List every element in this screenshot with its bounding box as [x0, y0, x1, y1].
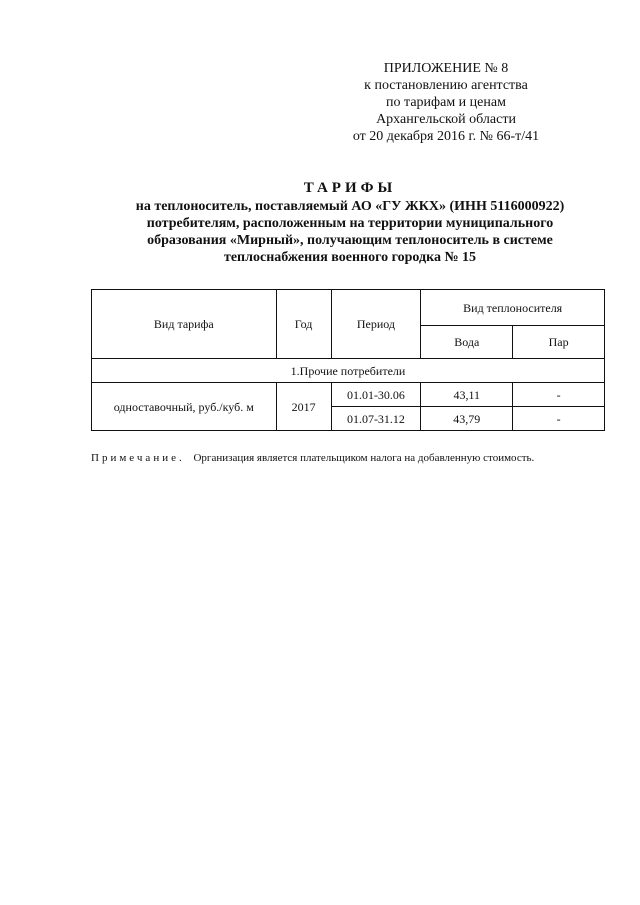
cell-steam-price: - [513, 407, 605, 431]
header-carrier-type: Вид теплоносителя [421, 290, 605, 326]
cell-water-price: 43,79 [421, 407, 513, 431]
section-title: 1.Прочие потребители [92, 359, 605, 383]
title-line: теплоснабжения военного городка № 15 [223, 250, 477, 265]
cell-tariff-type: одноставочный, руб./куб. м [92, 383, 277, 431]
header-year: Год [276, 290, 331, 359]
note-label: Примечание. [91, 452, 185, 464]
title-main: ТАРИФЫ [303, 180, 397, 196]
document-title [95, 180, 605, 266]
tariff-table [91, 289, 605, 431]
table-row [92, 383, 605, 407]
note-text: Организация является плательщиком налога на добавленную стоимость. [193, 452, 535, 464]
header-period: Период [331, 290, 421, 359]
title-line: образования «Мирный», получающим теплоноситель в системе [147, 233, 553, 248]
header-water: Вода [421, 326, 513, 359]
header-steam: Пар [513, 326, 605, 359]
cell-year: 2017 [276, 383, 331, 431]
appendix-title: ПРИЛОЖЕНИЕ № 8 [383, 61, 509, 76]
section-row [92, 359, 605, 383]
footnote [91, 452, 621, 464]
title-line: на теплоноситель, поставляемый АО «ГУ ЖКХ» (ИНН 5116000922) [135, 199, 565, 214]
appendix-date: от 20 декабря 2016 г. № 66-т/41 [352, 129, 540, 144]
header-row [92, 290, 605, 326]
appendix-line: Архангельской области [376, 112, 516, 127]
appendix-header [316, 60, 576, 145]
cell-period: 01.01-30.06 [331, 383, 421, 407]
appendix-line: по тарифам и ценам [386, 95, 506, 110]
cell-period: 01.07-31.12 [331, 407, 421, 431]
cell-steam-price: - [513, 383, 605, 407]
cell-water-price: 43,11 [421, 383, 513, 407]
appendix-line: к постановлению агентства [364, 78, 528, 93]
title-line: потребителям, расположенным на территории муниципального [146, 216, 554, 231]
header-tariff-type: Вид тарифа [92, 290, 277, 359]
